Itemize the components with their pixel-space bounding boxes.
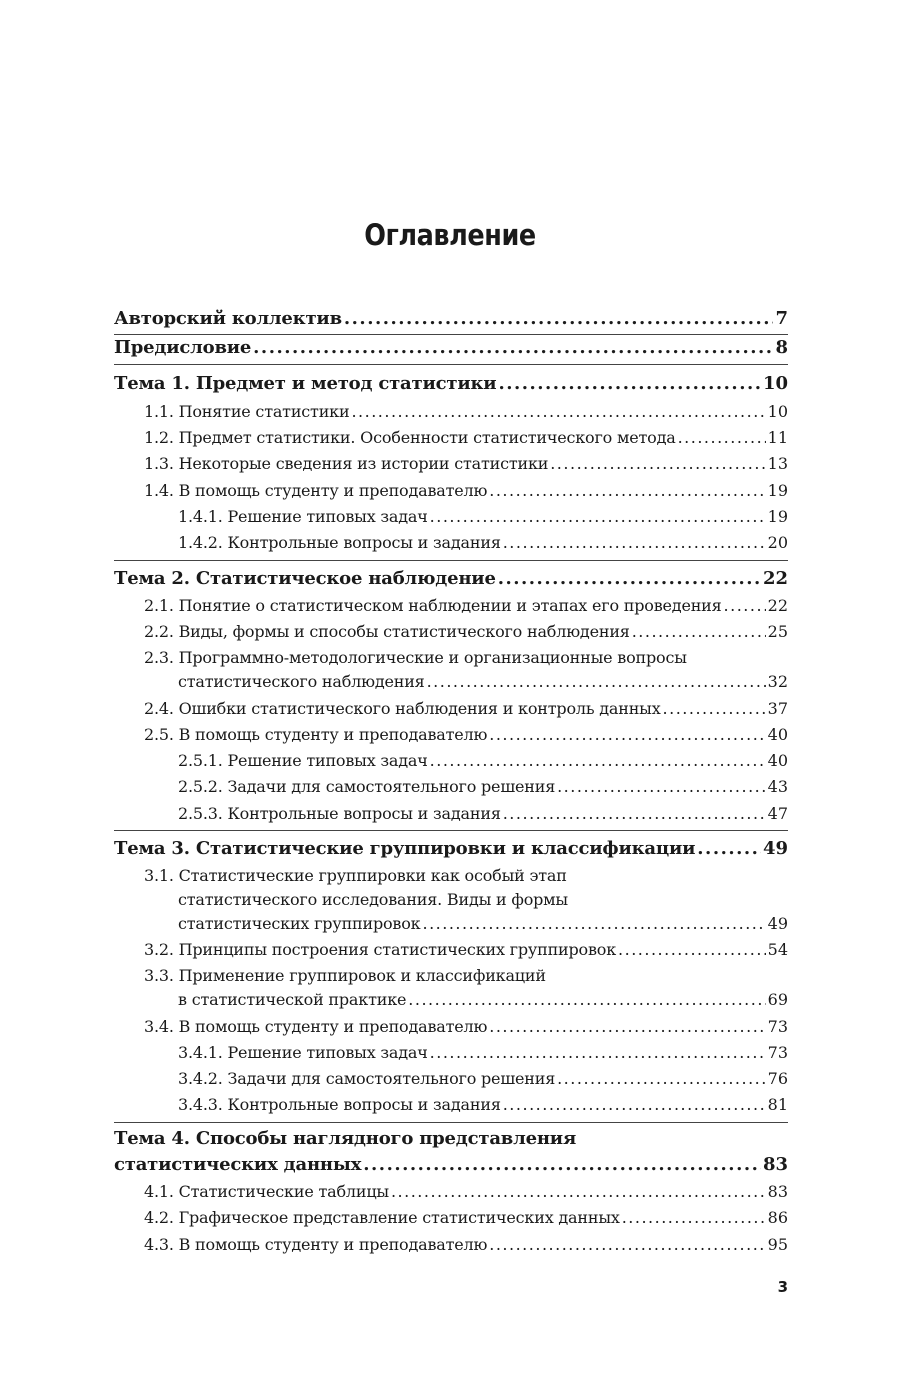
toc-entry-page: 86 <box>767 1208 788 1227</box>
toc-entry-text: статистических данных <box>114 1154 362 1175</box>
toc-entry-2-5-2[interactable] <box>114 777 788 797</box>
toc-leader <box>503 533 766 553</box>
toc-entry-1-4-1[interactable] <box>114 507 788 527</box>
toc-entry-page: 8 <box>775 337 788 358</box>
toc-entry-text: 2.5.1. Решение типовых задач <box>178 751 428 770</box>
toc-leader <box>503 804 766 824</box>
toc-entry-2-3[interactable] <box>114 672 788 692</box>
toc-separator <box>114 1122 788 1123</box>
toc-entry-3-4-1[interactable] <box>114 1043 788 1063</box>
toc-entry-text: статистических группировок <box>178 914 421 933</box>
toc-leader <box>489 481 765 501</box>
toc-entry-1-4[interactable] <box>114 481 788 501</box>
toc-entry-topic-4[interactable] <box>114 1154 788 1176</box>
toc-leader <box>622 1208 766 1228</box>
toc-entry-text: 2.5. В помощь студенту и преподавателю <box>144 725 488 744</box>
toc-entry-topic-1[interactable] <box>114 373 788 395</box>
toc-entry-page: 81 <box>767 1095 788 1114</box>
toc-leader <box>489 1235 765 1255</box>
toc-entry-page: 73 <box>767 1017 788 1036</box>
toc-entry-text: 4.2. Графическое представление статистических данных <box>144 1208 620 1227</box>
toc-leader <box>391 1182 766 1202</box>
toc-entry-page: 10 <box>767 402 788 421</box>
toc-entry-text: 3.4.2. Задачи для самостоятельного решения <box>178 1069 556 1088</box>
toc-entry-page: 22 <box>762 568 788 589</box>
toc-entry-2-1[interactable] <box>114 596 788 616</box>
toc-leader <box>550 454 765 474</box>
toc-entry-4-2[interactable] <box>114 1208 788 1228</box>
toc-entry-page: 7 <box>775 308 788 329</box>
toc-entry-2-5-3[interactable] <box>114 804 788 824</box>
toc-entry-3-3[interactable] <box>114 990 788 1010</box>
toc-leader <box>697 838 761 860</box>
toc-entry-text: 3.4. В помощь студенту и преподавателю <box>144 1017 488 1036</box>
toc-entry-3-4-3[interactable] <box>114 1095 788 1115</box>
toc-leader <box>430 751 766 771</box>
toc-entry-1-4-2[interactable] <box>114 533 788 553</box>
toc-entry-page: 69 <box>767 990 788 1009</box>
toc-entry-topic-4-line1[interactable]: Тема 4. Способы наглядного представления <box>114 1128 577 1149</box>
toc-entry-text: Предисловие <box>114 337 252 358</box>
toc-entry-2-5-1[interactable] <box>114 751 788 771</box>
toc-leader <box>724 596 766 616</box>
toc-entry-page: 95 <box>767 1235 788 1254</box>
toc-entry-text: Тема 1. Предмет и метод статистики <box>114 373 497 394</box>
toc-entry-text: статистического наблюдения <box>178 672 425 691</box>
toc-entry-page: 32 <box>767 672 788 691</box>
toc-entry-topic-3[interactable] <box>114 838 788 860</box>
toc-entry-text: 2.4. Ошибки статистического наблюдения и контроль данных <box>144 699 661 718</box>
toc-entry-page: 10 <box>762 373 788 394</box>
toc-entry-text: 1.1. Понятие статистики <box>144 402 350 421</box>
toc-entry-text: Тема 2. Статистическое наблюдение <box>114 568 496 589</box>
toc-leader <box>408 990 765 1010</box>
toc-entry-4-3[interactable] <box>114 1235 788 1255</box>
toc-entry-1-2[interactable] <box>114 428 788 448</box>
toc-entry-text: 4.1. Статистические таблицы <box>144 1182 389 1201</box>
page-number: 3 <box>777 1278 788 1296</box>
toc-leader <box>489 725 765 745</box>
toc-entry-4-1[interactable] <box>114 1182 788 1202</box>
toc-entry-text: 2.5.3. Контрольные вопросы и задания <box>178 804 501 823</box>
toc-separator <box>114 560 788 561</box>
toc-entry-page: 37 <box>767 699 788 718</box>
toc-entry-3-4-2[interactable] <box>114 1069 788 1089</box>
toc-entry-text: 4.3. В помощь студенту и преподавателю <box>144 1235 488 1254</box>
toc-entry-text: 1.4.2. Контрольные вопросы и задания <box>178 533 501 552</box>
toc-entry-page: 19 <box>767 507 788 526</box>
toc-entry-topic-2[interactable] <box>114 568 788 590</box>
toc-entry-page: 25 <box>767 622 788 641</box>
toc-leader <box>344 308 774 330</box>
toc-entry-page: 83 <box>762 1154 788 1175</box>
toc-entry-page: 11 <box>767 428 788 447</box>
toc-separator <box>114 334 788 335</box>
toc-entry-2-3-line1[interactable]: 2.3. Программно-методологические и организационные вопросы <box>144 648 687 667</box>
toc-entry-page: 20 <box>767 533 788 552</box>
toc-entry-text: 1.4.1. Решение типовых задач <box>178 507 428 526</box>
toc-entry-page: 22 <box>767 596 788 615</box>
toc-entry-text: 1.4. В помощь студенту и преподавателю <box>144 481 488 500</box>
toc-leader <box>253 337 773 359</box>
toc-entry-3-2[interactable] <box>114 940 788 960</box>
toc-separator <box>114 364 788 365</box>
toc-entry-text: 3.4.1. Решение типовых задач <box>178 1043 428 1062</box>
toc-entry-page: 49 <box>767 914 788 933</box>
toc-leader <box>489 1017 765 1037</box>
toc-entry-1-1[interactable] <box>114 402 788 422</box>
toc-leader <box>498 568 761 590</box>
toc-entry-page: 19 <box>767 481 788 500</box>
toc-entry-page: 83 <box>767 1182 788 1201</box>
toc-entry-text: в статистической практике <box>178 990 407 1009</box>
toc-leader <box>427 672 766 692</box>
toc-entry-page: 43 <box>767 777 788 796</box>
toc-leader <box>351 402 765 422</box>
toc-leader <box>618 940 766 960</box>
toc-leader <box>430 1043 766 1063</box>
toc-entry-1-3[interactable] <box>114 454 788 474</box>
toc-entry-page: 76 <box>767 1069 788 1088</box>
toc-entry-2-5[interactable] <box>114 725 788 745</box>
toc-entry-page: 40 <box>767 751 788 770</box>
toc-entry-3-1-line2[interactable]: статистического исследования. Виды и формы <box>178 890 568 909</box>
toc-entry-page: 73 <box>767 1043 788 1062</box>
toc-leader <box>363 1154 761 1176</box>
toc-entry-3-3-line1[interactable]: 3.3. Применение группировок и классификаций <box>144 966 546 985</box>
toc-leader <box>430 507 766 527</box>
toc-leader <box>678 428 766 448</box>
toc-entry-page: 49 <box>762 838 788 859</box>
toc-leader <box>422 914 765 934</box>
toc-separator <box>114 830 788 831</box>
toc-entry-text: 3.2. Принципы построения статистических группировок <box>144 940 617 959</box>
toc-entry-text: 3.4.3. Контрольные вопросы и задания <box>178 1095 501 1114</box>
toc-entry-text: 2.5.2. Задачи для самостоятельного решения <box>178 777 556 796</box>
toc-leader <box>503 1095 766 1115</box>
toc-entry-2-2[interactable] <box>114 622 788 642</box>
toc-entry-text: Авторский коллектив <box>114 308 342 329</box>
toc-entry-text: Тема 3. Статистические группировки и классификации <box>114 838 696 859</box>
page-title: Оглавление <box>364 218 536 252</box>
toc-entry-text: 2.2. Виды, формы и способы статистического наблюдения <box>144 622 630 641</box>
toc-entry-text: 1.2. Предмет статистики. Особенности статистического метода <box>144 428 676 447</box>
toc-entry-page: 40 <box>767 725 788 744</box>
toc-leader <box>663 699 766 719</box>
toc-entry-2-4[interactable] <box>114 699 788 719</box>
toc-entry-3-1[interactable] <box>114 914 788 934</box>
toc-entry-authors[interactable] <box>114 308 788 330</box>
toc-entry-page: 13 <box>767 454 788 473</box>
toc-entry-preface[interactable] <box>114 337 788 359</box>
toc-entry-page: 54 <box>767 940 788 959</box>
toc-entry-text: 2.1. Понятие о статистическом наблюдении и этапах его проведения <box>144 596 722 615</box>
toc-entry-3-4[interactable] <box>114 1017 788 1037</box>
toc-leader <box>557 777 766 797</box>
toc-entry-3-1-line1[interactable]: 3.1. Статистические группировки как особый этап <box>144 866 567 885</box>
toc-entry-text: 1.3. Некоторые сведения из истории статистики <box>144 454 549 473</box>
toc-leader <box>632 622 766 642</box>
toc-leader <box>557 1069 766 1089</box>
toc-entry-page: 47 <box>767 804 788 823</box>
toc-leader <box>498 373 761 395</box>
